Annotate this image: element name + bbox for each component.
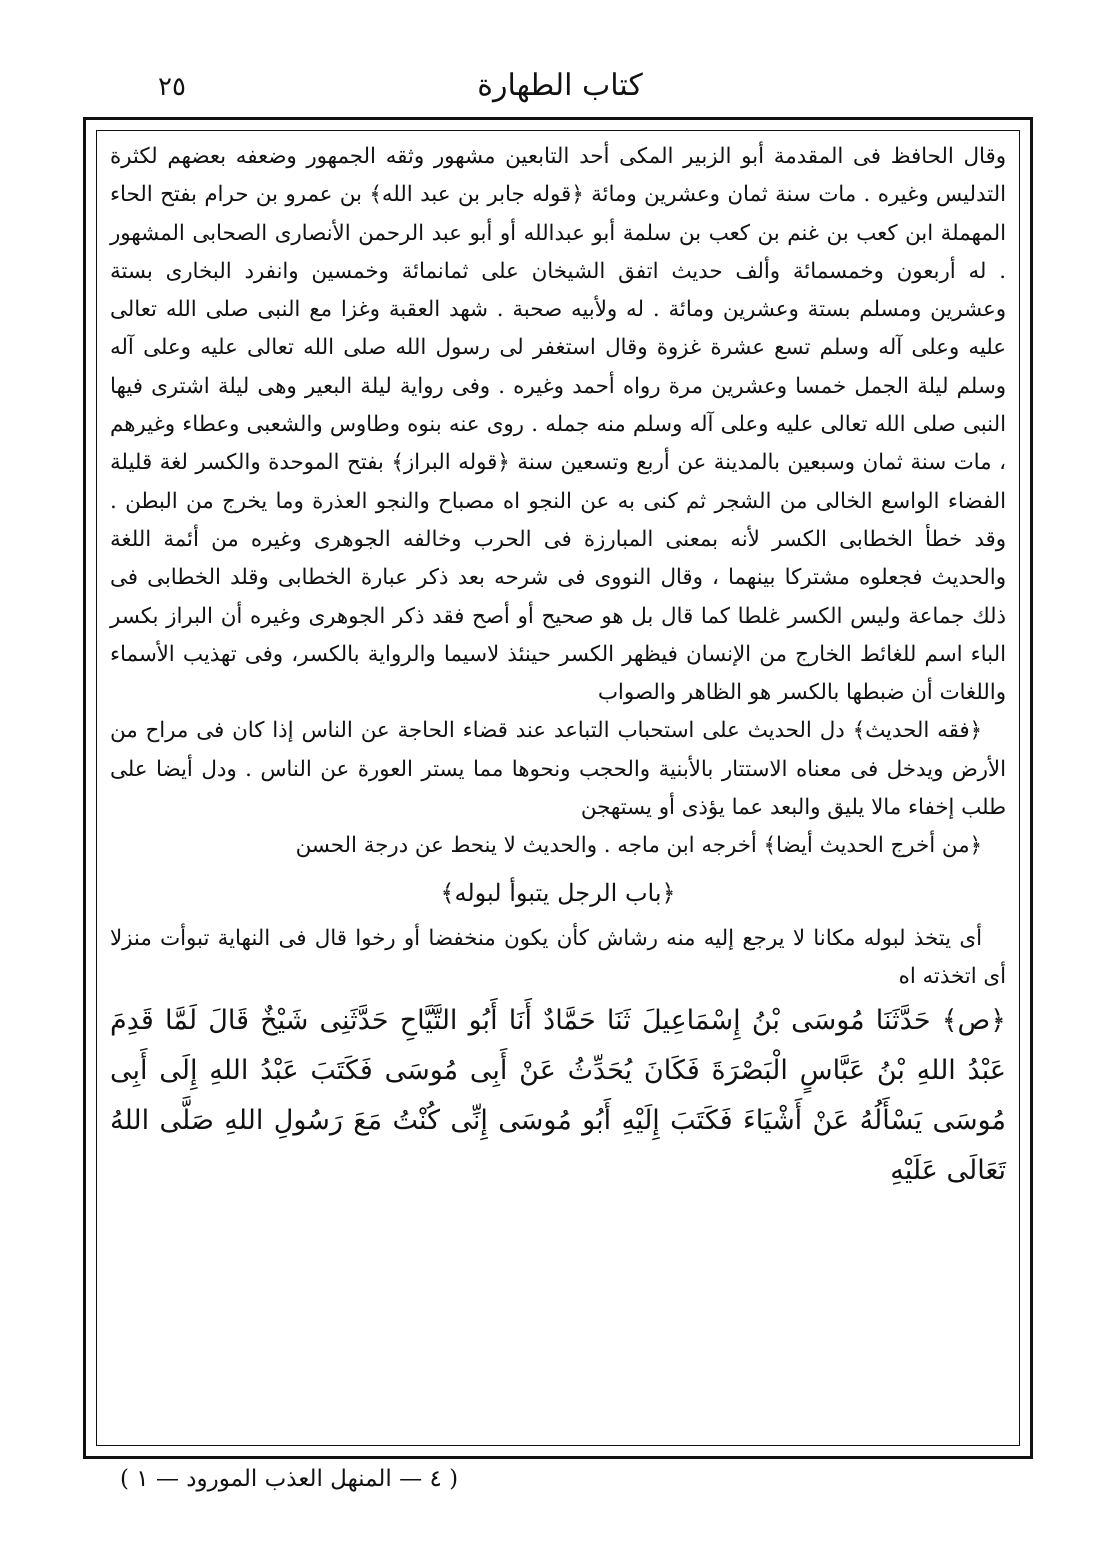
page-number: ٢٥ [158, 72, 186, 102]
page-body [110, 138, 1006, 1446]
fiqh-paragraph: ﴿فقه الحديث﴾ دل الحديث على استحباب التباعد عند قضاء الحاجة عن الناس إذا كان فى مراح من الأرض ويدخل فى معناه الاستتار بالأبنية والحجب ونحوها مما يستر العورة عن الناس . ودل أيضا على طلب إخفاء مالا يليق والبعد عما يؤذى أو يستهجن [110, 718, 1006, 821]
page-header [80, 68, 1040, 114]
commentary-paragraph: وقال الحافظ فى المقدمة أبو الزبير المكى أحد التابعين مشهور وثقه الجمهور وضعفه بعضهم لكثرة التدليس وغيره . مات سنة ثمان وعشرين ومائة ﴿قوله جابر بن عبد الله﴾ بن عمرو بن حرام بفتح الحاء المهملة ابن كعب بن غنم بن كعب بن سلمة أبو عبدالله أو أبو عبد الرحمن الأنصارى الصحابى المشهور . له أربعون وخمسمائة وألف حديث اتفق الشيخان على ثمانمائة وخمسين وانفرد البخارى بستة وعشرين ومسلم بستة وعشرين ومائة . له ولأبيه صحبة . شهد العقبة وغزا مع النبى صلى الله تعالى عليه وعلى آله وسلم تسع عشرة غزوة وقال استغفر لى رسول الله صلى الله تعالى عليه وعلى آله وسلم ليلة الجمل خمسا وعشرين مرة رواه أحمد وغيره . وفى رواية ليلة البعير وهى ليلة اشترى فيها النبى صلى الله تعالى عليه وعلى آله وسلم منه جمله . روى عنه بنوه وطاوس والشعبى وعطاء وغيرهم ، مات سنة ثمان وسبعين بالمدينة عن أربع وتسعين سنة ﴿قوله البراز﴾ بفتح الموحدة والكسر لغة قليلة الفضاء الواسع الخالى من الشجر ثم كنى به عن النجو اه مصباح والنجو العذرة وما يخرج من البطن . وقد خطأ الخطابى الكسر لأنه بمعنى المبارزة فى الحرب وخالفه الجوهرى وغيره من أئمة اللغة والحديث فجعلوه مشتركا بينهما ، وقال النووى فى شرحه بعد ذكر عبارة الخطابى وقلد الخطابى فى ذلك جماعة وليس الكسر غلطا كما قال بل هو صحيح أو أصح فقد ذكر الجوهرى وغيره أن البراز بكسر الباء اسم للغائط الخارج من الإنسان فيظهر الكسر حينئذ لاسيما والرواية بالكسر، وفى تهذيب الأسماء واللغات أن ضبطها بالكسر هو الظاهر والصواب [110, 144, 1007, 706]
chapter-explanation-block [110, 920, 1006, 997]
page-frame [83, 117, 1033, 1459]
commentary-block [110, 138, 1006, 866]
chapter-heading: ﴿باب الرجل يتبوأ لبوله﴾ [440, 878, 676, 907]
hadith-block [110, 996, 1006, 1196]
chapter-explanation: أى يتخذ لبوله مكانا لا يرجع إليه منه رشاش كأن يكون منخفضا أو رخوا قال فى النهاية تبوأت منزلا أى اتخذته اه [110, 925, 1006, 989]
takhrij-paragraph: ﴿من أخرج الحديث أيضا﴾ أخرجه ابن ماجه . والحديث لا ينحط عن درجة الحسن [295, 833, 982, 859]
book-title: كتاب الطهارة [477, 68, 643, 103]
hadith-text: ﴿ص﴾ حَدَّثَنَا مُوسَى بْنُ إِسْمَاعِيلَ ثَنَا حَمَّادٌ أَنَا أَبُو التَّيَّاحِ حَدَّثَنِى شَيْخٌ قَالَ لَمَّا قَدِمَ عَبْدُ اللهِ بْنُ عَبَّاسٍ الْبَصْرَةَ فَكَانَ يُحَدِّثُ عَنْ أَبِى مُوسَى فَكَتَبَ عَبْدُ اللهِ إِلَى أَبِى مُوسَى يَسْأَلُهُ عَنْ أَشْيَاءَ فَكَتَبَ إِلَيْهِ أَبُو مُوسَى إِنِّى كُنْتُ مَعَ رَسُولِ اللهِ صَلَّى اللهُ تَعَالَى عَلَيْهِ [110, 1005, 1006, 1187]
footer-signature: ( ٤ — المنهل العذب المورود — ١ ) [120, 1466, 459, 1492]
